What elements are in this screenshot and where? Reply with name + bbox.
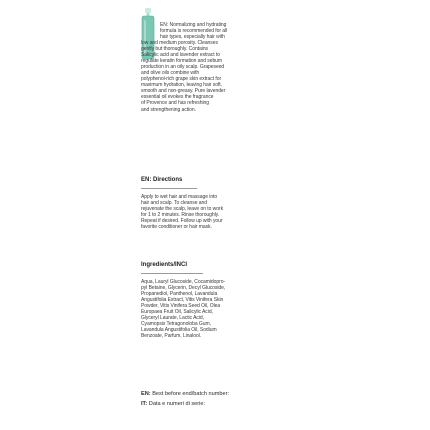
footer-en-line (141, 391, 229, 397)
directions-heading: EN: Directions (141, 177, 183, 183)
intro-text-indented: EN: Normalizing and hydrating formula is recommended for all hair types, especially hair with (160, 22, 228, 41)
directions-text: Apply to wet hair and massage into hair and scalp. To cleanse and rejuvenate the scalp, leave on to work for 1 to 2 minutes. Rinse thoroughly. Repeat if desired. Follow up with your favorite conditioner or hair mask. (141, 194, 224, 231)
directions-divider (141, 188, 197, 189)
footer-en-prefix: EN: (141, 391, 151, 397)
ingredients-text: Aqua, Lauryl Glucoside, Cocamidopro- pyl Betaine, Glycerin, Decyl Glucoside, Propanediol, Panthenol, Lavandula Angustifolia Extract, Vitis Vinifera Skin Powder, Vitis Vinifera Seed Oil, Olea Europaea Fruit Oil, Salicylic Acid, Glyceryl Laurate, Lactic Acid, Cyamopsis Tetragonoloba Gum, Lavandula Angustifolia Oil, Sodium Benzoate, Parfum, Linalool. (141, 279, 226, 340)
footer-it-text: Data e numeri di serie: (147, 401, 206, 407)
footer-en-text: Best before end/batch number: (150, 391, 230, 397)
intro-text: low and medium porosity. Cleanses gently but thoroughly. Contains Salicylic acid and lavender extract to regulate keratin formation and sebum production in an oily scalp. Grapeseed and olive oils combine with polyphenol-rich grape skin extract for maximum hydration, leaving hair soft, smooth and non-greasy. Pure lavender essential oil evokes the fragrance of Provence and has refreshing and strengthening action. (141, 40, 226, 113)
footer-it-line (141, 401, 205, 407)
footer-it-prefix: IT: (141, 401, 148, 407)
ingredients-heading: Ingredients/INCI (141, 262, 188, 268)
ingredients-divider (141, 273, 203, 274)
